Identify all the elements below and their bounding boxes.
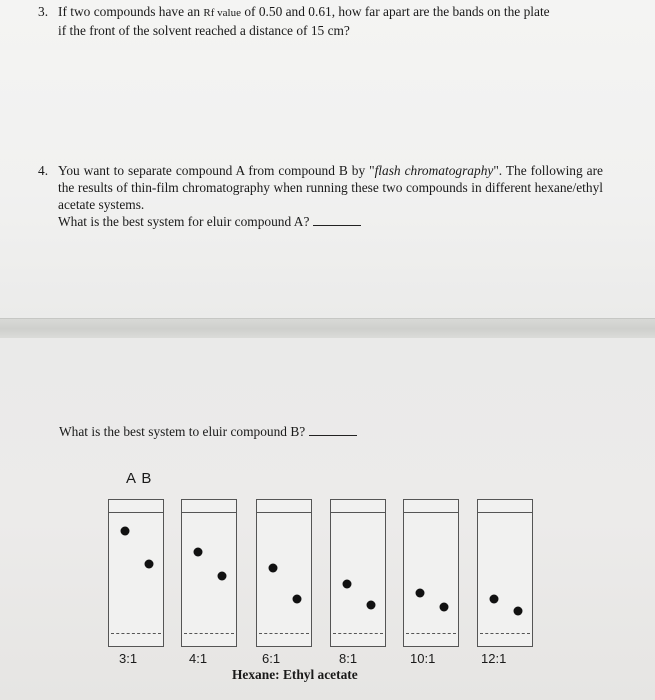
- flash-chromatography-term: flash chromatography: [374, 163, 494, 178]
- spot-compound-a: [416, 588, 425, 597]
- question-4-text-end: ". The following are the results of thin-film chromatography when running these two compounds in different hexane/ethyl acetate systems.: [58, 163, 603, 212]
- compound-b-question: What is the best system to eluir compound B?: [59, 424, 306, 439]
- compound-b-question-row: [59, 424, 357, 440]
- solvent-ratio-label: 6:1: [262, 651, 281, 666]
- spot-compound-a: [490, 594, 499, 603]
- solvent-front-line: [257, 512, 311, 513]
- origin-line: [333, 633, 383, 634]
- rf-value-term: Rf value: [203, 7, 241, 19]
- solvent-front-line: [404, 512, 458, 513]
- spot-compound-a: [194, 547, 203, 556]
- spot-compound-b: [293, 594, 302, 603]
- tlc-plate: [477, 499, 533, 647]
- spot-compound-b: [218, 572, 227, 581]
- tlc-plate: [108, 499, 164, 647]
- spot-compound-b: [440, 603, 449, 612]
- question-4-text-start: You want to separate compound A from compound B by ": [58, 163, 375, 178]
- spot-compound-b: [514, 607, 523, 616]
- solvent-front-line: [109, 512, 163, 513]
- worksheet-bottom-page: [0, 338, 655, 700]
- origin-line: [184, 633, 234, 634]
- solvent-front-line: [478, 512, 532, 513]
- compound-b-answer-blank[interactable]: [309, 425, 357, 436]
- solvent-ratio-label: 10:1: [410, 651, 436, 666]
- solvent-front-line: [331, 512, 385, 513]
- spot-compound-b: [367, 601, 376, 610]
- question-3-text-start: If two compounds have an: [58, 4, 204, 19]
- compound-a-answer-blank[interactable]: [313, 215, 361, 226]
- tlc-plate: [256, 499, 312, 647]
- solvent-axis-label: Hexane: Ethyl acetate: [232, 667, 358, 682]
- tlc-plate: [181, 499, 237, 647]
- spot-compound-b: [145, 560, 154, 569]
- origin-line: [111, 633, 161, 634]
- worksheet-top-page: [0, 0, 655, 318]
- page-divider: [0, 318, 655, 339]
- spot-compound-a: [269, 563, 278, 572]
- question-4-number: 4.: [38, 163, 49, 178]
- solvent-ratio-label: 8:1: [339, 651, 358, 666]
- question-3-line-2: if the front of the solvent reached a distance of 15 cm?: [58, 23, 350, 38]
- solvent-ratio-label: 3:1: [119, 651, 138, 666]
- question-3-text-end: of 0.50 and 0.61, how far apart are the bands on the plate: [240, 4, 550, 19]
- tlc-plate: [330, 499, 386, 647]
- tlc-plate: [403, 499, 459, 647]
- solvent-ratio-label: 12:1: [481, 651, 507, 666]
- question-3-number: 3.: [38, 4, 49, 19]
- origin-line: [259, 633, 309, 634]
- compound-labels: A B: [126, 470, 153, 487]
- solvent-ratio-label: 4:1: [189, 651, 208, 666]
- origin-line: [406, 633, 456, 634]
- compound-a-question: What is the best system for eluir compound A?: [58, 214, 310, 229]
- spot-compound-a: [121, 526, 130, 535]
- spot-compound-a: [343, 579, 352, 588]
- solvent-front-line: [182, 512, 236, 513]
- origin-line: [480, 633, 530, 634]
